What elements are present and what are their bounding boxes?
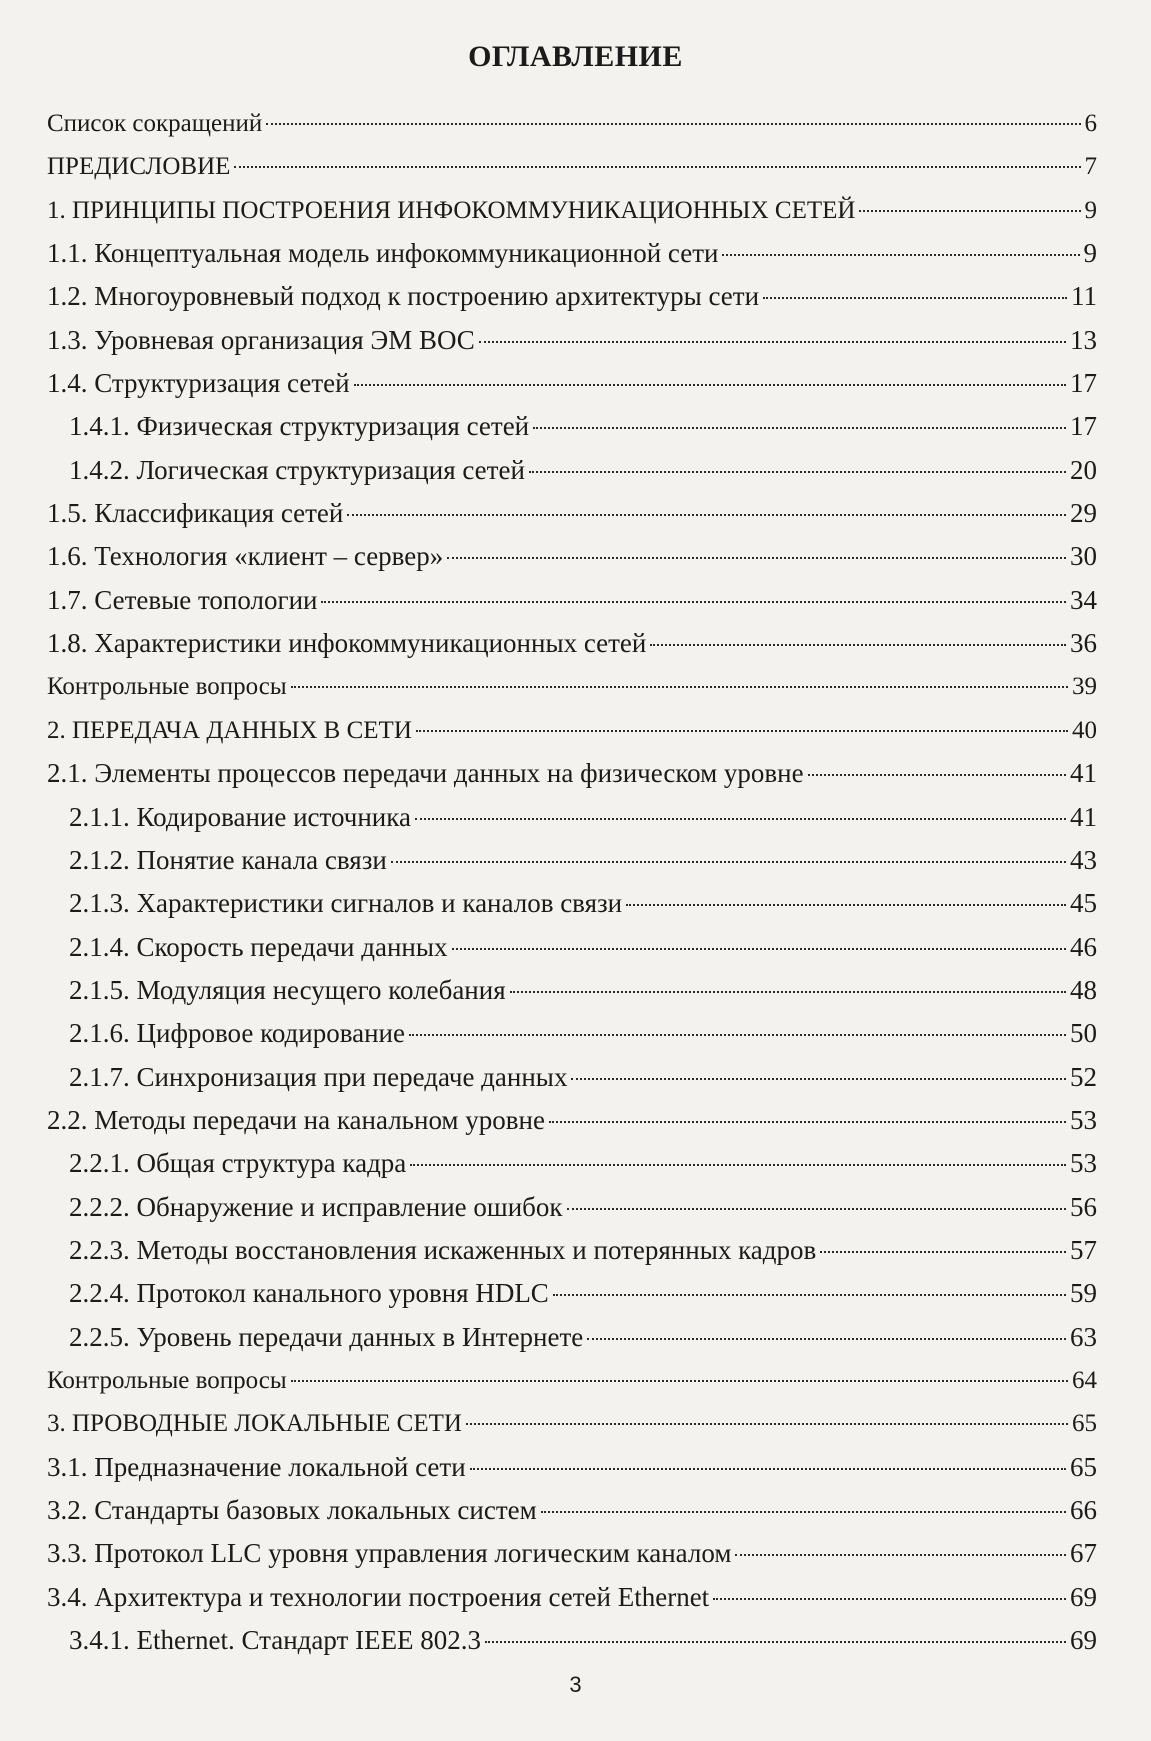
toc-leader-dots: [479, 341, 1066, 343]
toc-entry: [47, 102, 1097, 145]
toc-leader-dots: [713, 1598, 1066, 1600]
toc-entry-page: 9: [1084, 196, 1097, 224]
toc-entry-title: 2.2.2. Обнаружение и исправление ошибок: [69, 1191, 563, 1222]
toc-entry-page: 52: [1070, 1061, 1097, 1092]
toc-entry: [47, 709, 1097, 752]
toc-leader-dots: [549, 1121, 1066, 1123]
toc-entry-title: 1.5. Классификация сетей: [47, 498, 344, 529]
toc-entry-title: 1. ПРИНЦИПЫ ПОСТРОЕНИЯ ИНФОКОММУНИКАЦИОННЫХ СЕТЕЙ: [47, 196, 856, 224]
toc-entry-title: 1.6. Технология «клиент – сервер»: [47, 541, 444, 572]
toc-entry: [47, 145, 1097, 188]
toc-entry-title: 2.2. Методы передачи на канальном уровне: [47, 1104, 545, 1135]
toc-entry: [47, 579, 1097, 622]
toc-entry: [47, 405, 1097, 448]
toc-entry-title: 3.3. Протокол LLC уровня управления логическим каналом: [47, 1538, 732, 1569]
toc-leader-dots: [391, 861, 1066, 863]
toc-entry: [47, 319, 1097, 362]
toc-leader-dots: [722, 254, 1079, 256]
toc-entry-title: 3. ПРОВОДНЫЕ ЛОКАЛЬНЫЕ СЕТИ: [47, 1410, 462, 1438]
toc-leader-dots: [735, 1554, 1066, 1556]
toc-entry-title: ПРЕДИСЛОВИЕ: [47, 153, 231, 181]
toc-leader-dots: [571, 1078, 1066, 1080]
toc-entry: [47, 1316, 1097, 1359]
toc-entry-title: 3.4. Архитектура и технологии построения сетей Ethernet: [47, 1581, 710, 1612]
toc-entry-page: 6: [1084, 110, 1097, 137]
toc-entry: [47, 1576, 1097, 1619]
toc-leader-dots: [529, 471, 1066, 473]
toc-entry-title: 2.1.3. Характеристики сигналов и каналов связи: [69, 888, 623, 919]
toc-leader-dots: [510, 991, 1066, 993]
toc-entry-title: 1.1. Концептуальная модель инфокоммуникационной сети: [47, 238, 719, 269]
toc-entry: [47, 1272, 1097, 1315]
toc-entry-page: 17: [1070, 411, 1097, 442]
toc-leader-dots: [763, 297, 1067, 299]
toc-leader-dots: [859, 210, 1080, 212]
toc-entry: [47, 1402, 1097, 1445]
toc-entry-page: 13: [1070, 324, 1097, 355]
toc-entry-title: 2.1.5. Модуляция несущего колебания: [69, 974, 506, 1005]
toc-entry: [47, 362, 1097, 405]
toc-entry-title: 2.1.4. Скорость передачи данных: [69, 931, 448, 962]
toc-leader-dots: [820, 1251, 1066, 1253]
toc-entry: [47, 1099, 1097, 1142]
toc-entry-page: 43: [1070, 844, 1097, 875]
toc-leader-dots: [470, 1468, 1066, 1470]
toc-entry-title: 2.2.1. Общая структура кадра: [69, 1148, 407, 1179]
toc-entry: [47, 969, 1097, 1012]
toc-entry: [47, 449, 1097, 492]
toc-entry-page: 53: [1070, 1104, 1097, 1135]
toc-leader-dots: [321, 601, 1066, 603]
toc-entry: [47, 1056, 1097, 1099]
toc-leader-dots: [291, 1380, 1068, 1382]
page-number: 3: [569, 1672, 582, 1697]
toc-entry-title: 1.4. Структуризация сетей: [47, 368, 350, 399]
toc-leader-dots: [234, 166, 1080, 168]
toc-entry-title: Контрольные вопросы: [47, 673, 287, 701]
toc-entry-page: 67: [1070, 1538, 1097, 1569]
toc-leader-dots: [354, 384, 1066, 386]
toc-entry-page: 50: [1070, 1018, 1097, 1049]
toc-entry-page: 9: [1083, 238, 1097, 269]
toc-entry-page: 65: [1072, 1410, 1097, 1438]
toc-entry-page: 65: [1070, 1451, 1097, 1482]
toc-entry-title: 3.1. Предназначение локальной сети: [47, 1451, 466, 1482]
toc-entry-page: 69: [1070, 1625, 1097, 1656]
toc-entry-page: 63: [1070, 1321, 1097, 1352]
toc-entry-title: 1.4.1. Физическая структуризация сетей: [69, 411, 530, 442]
toc-leader-dots: [466, 1423, 1068, 1425]
toc-entry: [47, 189, 1097, 232]
toc-leader-dots: [447, 557, 1066, 559]
toc-entry-title: 1.7. Сетевые топологии: [47, 584, 318, 615]
toc-title: ОГЛАВЛЕНИЕ: [468, 40, 683, 73]
toc-entry: [47, 232, 1097, 275]
toc-entry-page: 30: [1070, 541, 1097, 572]
toc-entry-title: 2.2.4. Протокол канального уровня HDLC: [69, 1278, 549, 1309]
toc-entry-page: 39: [1072, 673, 1097, 701]
toc-entry: [47, 535, 1097, 578]
toc-entry: [47, 1142, 1097, 1185]
toc-entry-title: 2.1. Элементы процессов передачи данных на физическом уровне: [47, 758, 804, 789]
toc-leader-dots: [452, 948, 1066, 950]
toc-entry: [47, 1229, 1097, 1272]
toc-entry-page: 64: [1072, 1366, 1097, 1394]
toc-leader-dots: [409, 1034, 1066, 1036]
toc-entry-title: Список сокращений: [47, 110, 263, 137]
toc-entry-page: 20: [1070, 454, 1097, 485]
toc-leader-dots: [415, 818, 1066, 820]
toc-leader-dots: [266, 123, 1080, 125]
toc-leader-dots: [626, 904, 1066, 906]
toc-entry-page: 45: [1070, 888, 1097, 919]
toc-entry: [47, 1489, 1097, 1532]
table-of-contents: [47, 102, 1097, 1662]
toc-entry-page: 7: [1084, 153, 1097, 181]
toc-entry-page: 40: [1072, 716, 1097, 744]
toc-entry-page: 59: [1070, 1278, 1097, 1309]
toc-entry-title: 2.1.6. Цифровое кодирование: [69, 1018, 405, 1049]
toc-entry-title: 1.8. Характеристики инфокоммуникационных сетей: [47, 628, 647, 659]
toc-entry-page: 41: [1070, 801, 1097, 832]
toc-entry-title: 2.2.3. Методы восстановления искаженных и потерянных кадров: [69, 1234, 817, 1265]
toc-entry-title: 3.2. Стандарты базовых локальных систем: [47, 1495, 537, 1525]
toc-entry-title: 2.1.1. Кодирование источника: [69, 801, 411, 832]
toc-entry: [47, 752, 1097, 795]
toc-leader-dots: [416, 730, 1068, 732]
toc-entry-title: 2.2.5. Уровень передачи данных в Интернете: [69, 1321, 584, 1352]
toc-entry-title: 2.1.2. Понятие канала связи: [69, 844, 387, 875]
toc-entry-page: 17: [1070, 368, 1097, 399]
toc-entry-page: 36: [1070, 628, 1097, 659]
toc-leader-dots: [650, 644, 1066, 646]
toc-entry-page: 11: [1071, 281, 1097, 312]
toc-entry: [47, 926, 1097, 969]
toc-entry-title: 1.4.2. Логическая структуризация сетей: [69, 454, 525, 485]
toc-entry: [47, 275, 1097, 318]
toc-entry-title: 1.2. Многоуровневый подход к построению архитектуры сети: [47, 281, 760, 312]
toc-entry: [47, 1446, 1097, 1489]
toc-entry: [47, 882, 1097, 925]
toc-entry-title: 3.4.1. Ethernet. Стандарт IEEE 802.3: [69, 1625, 482, 1656]
toc-leader-dots: [410, 1164, 1066, 1166]
toc-leader-dots: [533, 427, 1066, 429]
toc-entry-page: 69: [1070, 1581, 1097, 1612]
toc-leader-dots: [587, 1338, 1066, 1340]
toc-entry: [47, 622, 1097, 665]
toc-entry-page: 53: [1070, 1148, 1097, 1179]
toc-entry: [47, 1532, 1097, 1575]
toc-entry-page: 66: [1070, 1495, 1097, 1525]
toc-entry-page: 57: [1070, 1234, 1097, 1265]
toc-entry: [47, 1012, 1097, 1055]
toc-entry: [47, 839, 1097, 882]
toc-entry-page: 34: [1070, 584, 1097, 615]
toc-entry-page: 48: [1070, 974, 1097, 1005]
toc-leader-dots: [291, 686, 1068, 688]
toc-entry: [47, 1619, 1097, 1662]
toc-leader-dots: [808, 774, 1066, 776]
toc-entry-title: 1.3. Уровневая организация ЭМ ВОС: [47, 324, 475, 355]
toc-entry-page: 56: [1070, 1191, 1097, 1222]
toc-entry-title: 2.1.7. Синхронизация при передаче данных: [69, 1061, 568, 1092]
toc-leader-dots: [485, 1641, 1066, 1643]
toc-entry: [47, 1359, 1097, 1402]
toc-entry: [47, 492, 1097, 535]
toc-entry: [47, 1186, 1097, 1229]
toc-entry-page: 41: [1070, 758, 1097, 789]
toc-entry-title: Контрольные вопросы: [47, 1366, 287, 1394]
toc-entry: [47, 665, 1097, 708]
toc-leader-dots: [567, 1208, 1066, 1210]
toc-entry-title: 2. ПЕРЕДАЧА ДАННЫХ В СЕТИ: [47, 716, 412, 744]
toc-entry-page: 46: [1070, 931, 1097, 962]
toc-leader-dots: [553, 1294, 1066, 1296]
toc-leader-dots: [347, 514, 1066, 516]
toc-entry-page: 29: [1070, 498, 1097, 529]
toc-leader-dots: [541, 1511, 1066, 1513]
toc-entry: [47, 796, 1097, 839]
